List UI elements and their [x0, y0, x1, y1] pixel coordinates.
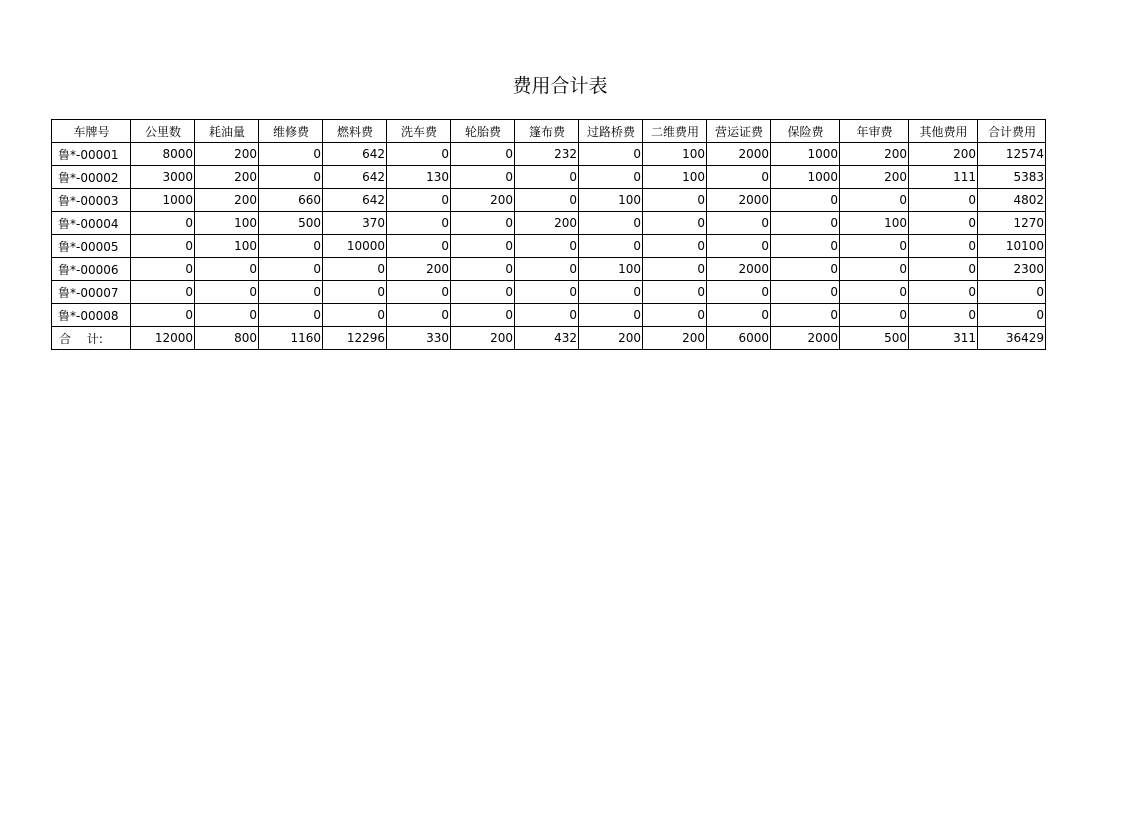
value-cell: 0 [451, 304, 515, 327]
value-cell: 0 [771, 258, 840, 281]
value-cell: 642 [323, 189, 387, 212]
value-cell: 2000 [707, 143, 771, 166]
value-cell: 0 [515, 189, 579, 212]
value-cell: 0 [259, 166, 323, 189]
plate-cell: 鲁*-00005 [52, 235, 131, 258]
value-cell: 1270 [978, 212, 1046, 235]
value-cell: 0 [643, 281, 707, 304]
table-row [52, 304, 1046, 327]
total-cell: 200 [451, 327, 515, 350]
value-cell: 0 [259, 143, 323, 166]
value-cell: 0 [515, 235, 579, 258]
value-cell: 0 [579, 235, 643, 258]
value-cell: 0 [259, 304, 323, 327]
value-cell: 0 [707, 304, 771, 327]
value-cell: 100 [195, 212, 259, 235]
value-cell: 0 [978, 281, 1046, 304]
value-cell: 200 [195, 189, 259, 212]
total-cell: 36429 [978, 327, 1046, 350]
value-cell: 200 [515, 212, 579, 235]
table-row [52, 281, 1046, 304]
value-cell: 642 [323, 143, 387, 166]
value-cell: 4802 [978, 189, 1046, 212]
value-cell: 0 [579, 143, 643, 166]
value-cell: 0 [323, 304, 387, 327]
value-cell: 0 [579, 304, 643, 327]
column-header: 篷布费 [515, 120, 579, 143]
column-header: 燃料费 [323, 120, 387, 143]
column-header: 公里数 [131, 120, 195, 143]
value-cell: 0 [840, 235, 909, 258]
value-cell: 0 [909, 189, 978, 212]
column-header: 其他费用 [909, 120, 978, 143]
value-cell: 0 [771, 304, 840, 327]
total-cell: 12000 [131, 327, 195, 350]
value-cell: 5383 [978, 166, 1046, 189]
value-cell: 0 [515, 304, 579, 327]
value-cell: 0 [323, 281, 387, 304]
value-cell: 0 [771, 212, 840, 235]
value-cell: 0 [840, 281, 909, 304]
value-cell: 0 [707, 281, 771, 304]
value-cell: 232 [515, 143, 579, 166]
value-cell: 130 [387, 166, 451, 189]
value-cell: 0 [387, 143, 451, 166]
value-cell: 8000 [131, 143, 195, 166]
value-cell: 0 [451, 235, 515, 258]
value-cell: 0 [131, 212, 195, 235]
value-cell: 0 [323, 258, 387, 281]
plate-cell: 鲁*-00002 [52, 166, 131, 189]
value-cell: 0 [387, 304, 451, 327]
plate-cell: 鲁*-00003 [52, 189, 131, 212]
value-cell: 200 [840, 166, 909, 189]
value-cell: 0 [131, 235, 195, 258]
plate-cell: 鲁*-00001 [52, 143, 131, 166]
value-cell: 200 [451, 189, 515, 212]
value-cell: 0 [707, 166, 771, 189]
value-cell: 100 [643, 143, 707, 166]
total-cell: 6000 [707, 327, 771, 350]
value-cell: 0 [259, 258, 323, 281]
table-row [52, 166, 1046, 189]
column-header: 洗车费 [387, 120, 451, 143]
value-cell: 0 [707, 212, 771, 235]
value-cell: 0 [643, 212, 707, 235]
table-row [52, 258, 1046, 281]
value-cell: 2000 [707, 189, 771, 212]
value-cell: 1000 [771, 166, 840, 189]
plate-cell: 鲁*-00007 [52, 281, 131, 304]
value-cell: 200 [387, 258, 451, 281]
value-cell: 0 [579, 281, 643, 304]
value-cell: 0 [259, 281, 323, 304]
value-cell: 3000 [131, 166, 195, 189]
header-row [52, 120, 1046, 143]
column-header: 保险费 [771, 120, 840, 143]
value-cell: 200 [909, 143, 978, 166]
value-cell: 0 [451, 212, 515, 235]
value-cell: 0 [771, 189, 840, 212]
value-cell: 0 [131, 281, 195, 304]
value-cell: 0 [707, 235, 771, 258]
plate-cell: 鲁*-00004 [52, 212, 131, 235]
value-cell: 2000 [707, 258, 771, 281]
value-cell: 0 [643, 189, 707, 212]
column-header: 二维费用 [643, 120, 707, 143]
value-cell: 2300 [978, 258, 1046, 281]
value-cell: 0 [131, 304, 195, 327]
value-cell: 0 [515, 281, 579, 304]
value-cell: 0 [643, 304, 707, 327]
value-cell: 0 [387, 189, 451, 212]
value-cell: 0 [387, 281, 451, 304]
value-cell: 200 [195, 166, 259, 189]
value-cell: 0 [451, 143, 515, 166]
value-cell: 1000 [131, 189, 195, 212]
column-header: 耗油量 [195, 120, 259, 143]
value-cell: 0 [195, 258, 259, 281]
value-cell: 0 [515, 166, 579, 189]
value-cell: 0 [909, 281, 978, 304]
total-cell: 500 [840, 327, 909, 350]
value-cell: 0 [909, 304, 978, 327]
value-cell: 100 [643, 166, 707, 189]
column-header: 合计费用 [978, 120, 1046, 143]
column-header: 维修费 [259, 120, 323, 143]
value-cell: 0 [451, 166, 515, 189]
total-cell: 330 [387, 327, 451, 350]
value-cell: 660 [259, 189, 323, 212]
value-cell: 0 [515, 258, 579, 281]
value-cell: 0 [909, 235, 978, 258]
total-cell: 12296 [323, 327, 387, 350]
value-cell: 12574 [978, 143, 1046, 166]
value-cell: 0 [771, 281, 840, 304]
total-cell: 1160 [259, 327, 323, 350]
value-cell: 0 [771, 235, 840, 258]
value-cell: 100 [579, 189, 643, 212]
fee-table [51, 119, 1046, 350]
value-cell: 10000 [323, 235, 387, 258]
column-header: 年审费 [840, 120, 909, 143]
table-row [52, 189, 1046, 212]
plate-cell: 鲁*-00008 [52, 304, 131, 327]
value-cell: 200 [840, 143, 909, 166]
value-cell: 0 [259, 235, 323, 258]
table-row [52, 143, 1046, 166]
value-cell: 0 [387, 212, 451, 235]
value-cell: 0 [451, 258, 515, 281]
value-cell: 370 [323, 212, 387, 235]
value-cell: 111 [909, 166, 978, 189]
sheet-title: 费用合计表 [512, 75, 608, 97]
value-cell: 0 [451, 281, 515, 304]
column-header: 轮胎费 [451, 120, 515, 143]
value-cell: 500 [259, 212, 323, 235]
value-cell: 0 [643, 258, 707, 281]
value-cell: 0 [840, 189, 909, 212]
value-cell: 10100 [978, 235, 1046, 258]
value-cell: 0 [579, 212, 643, 235]
total-cell: 311 [909, 327, 978, 350]
value-cell: 0 [131, 258, 195, 281]
value-cell: 0 [978, 304, 1046, 327]
plate-cell: 鲁*-00006 [52, 258, 131, 281]
value-cell: 100 [579, 258, 643, 281]
value-cell: 100 [195, 235, 259, 258]
value-cell: 200 [195, 143, 259, 166]
value-cell: 0 [387, 235, 451, 258]
total-cell: 432 [515, 327, 579, 350]
total-row [52, 327, 1046, 350]
value-cell: 642 [323, 166, 387, 189]
value-cell: 1000 [771, 143, 840, 166]
column-header: 车牌号 [52, 120, 131, 143]
total-cell: 200 [579, 327, 643, 350]
column-header: 过路桥费 [579, 120, 643, 143]
value-cell: 0 [195, 281, 259, 304]
total-cell: 200 [643, 327, 707, 350]
table-row [52, 235, 1046, 258]
value-cell: 0 [579, 166, 643, 189]
value-cell: 0 [909, 258, 978, 281]
column-header: 营运证费 [707, 120, 771, 143]
table-row [52, 212, 1046, 235]
value-cell: 100 [840, 212, 909, 235]
value-cell: 0 [195, 304, 259, 327]
value-cell: 0 [840, 304, 909, 327]
total-label: 合 计: [52, 327, 131, 350]
total-cell: 2000 [771, 327, 840, 350]
total-cell: 800 [195, 327, 259, 350]
value-cell: 0 [643, 235, 707, 258]
value-cell: 0 [840, 258, 909, 281]
value-cell: 0 [909, 212, 978, 235]
